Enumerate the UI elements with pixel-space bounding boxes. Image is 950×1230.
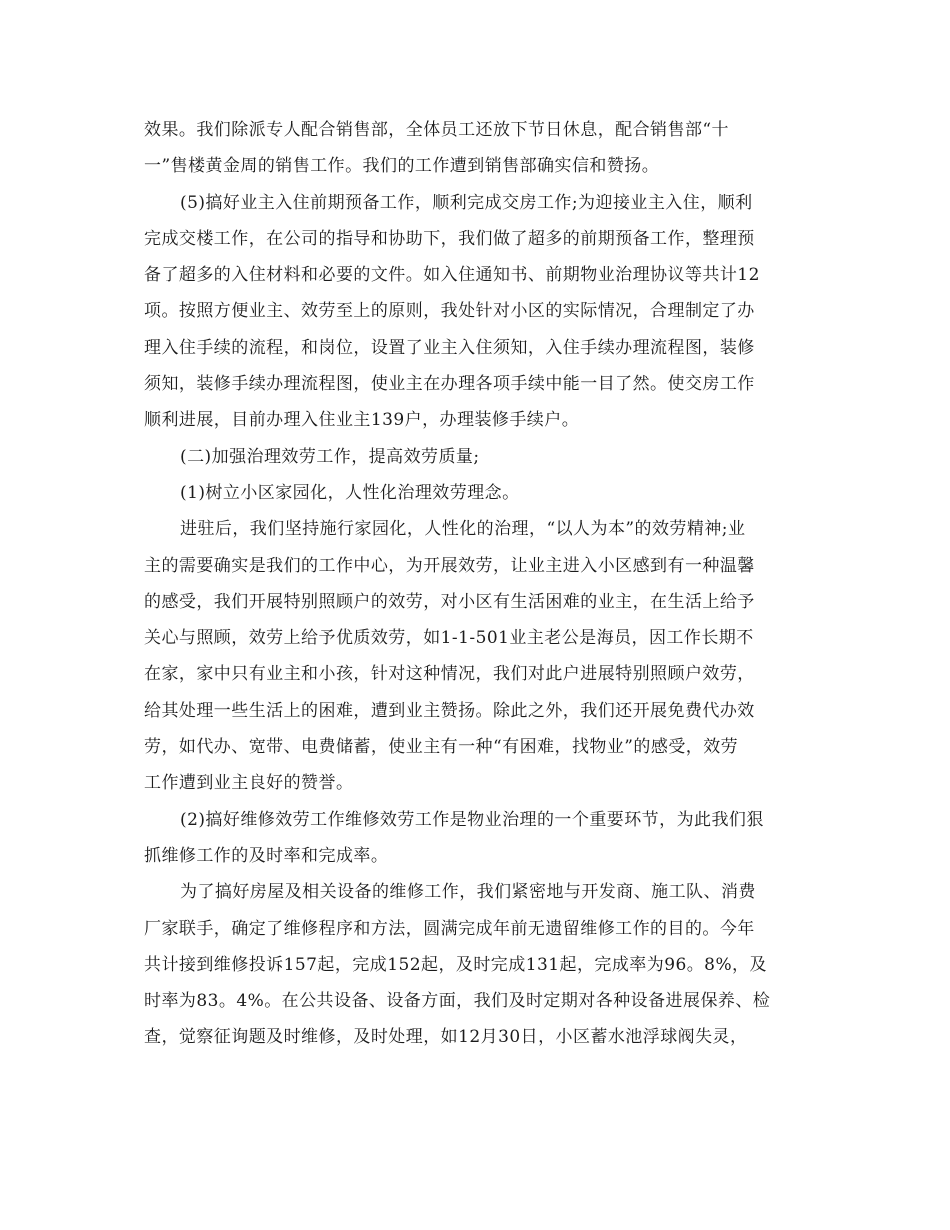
document-body [144, 112, 814, 1056]
text-line: 工作遭到业主良好的赞誉。 [144, 773, 354, 794]
section-heading: (二)加强治理效劳工作，提高效劳质量; [180, 446, 480, 467]
text-line: 查，觉察征询题及时维修，及时处理，如12月30日，小区蓄水池浮球阀失灵， [144, 1027, 748, 1048]
text-line: 完成交楼工作，在公司的指导和协助下，我们做了超多的前期预备工作，整理预 [144, 228, 755, 249]
text-line: 顺利进展，目前办理入住业主139户，办理装修手续户。 [144, 410, 580, 431]
subsection-heading: (1)树立小区家园化，人性化治理效劳理念。 [180, 482, 520, 503]
text-line: 项。按照方便业主、效劳至上的原则，我处针对小区的实际情况，合理制定了办 [144, 301, 755, 322]
text-line: 的感受，我们开展特别照顾户的效劳，对小区有生活困难的业主，在生活上给予 [144, 591, 755, 612]
text-line: 须知，装修手续办理流程图，使业主在办理各项手续中能一目了然。使交房工作 [144, 374, 755, 395]
text-line: 为了搞好房屋及相关设备的维修工作，我们紧密地与开发商、施工队、消费 [180, 882, 756, 903]
text-line: 关心与照顾，效劳上给予优质效劳，如1-1-501业主老公是海员，因工作长期不 [144, 628, 754, 649]
text-line: 抓维修工作的及时率和完成率。 [144, 845, 389, 866]
text-line: 备了超多的入住材料和必要的文件。如入住通知书、前期物业治理协议等共计12 [144, 265, 760, 286]
text-line: 时率为83。4%。在公共设备、设备方面，我们及时定期对各种设备进展保养、检 [144, 991, 771, 1012]
subsection-heading: (2)搞好维修效劳工作维修效劳工作是物业治理的一个重要环节，为此我们狠 [180, 809, 764, 830]
text-line: 效果。我们除派专人配合销售部，全体员工还放下节日休息，配合销售部“十 [144, 120, 729, 140]
text-line: 一”售楼黄金周的销售工作。我们的工作遭到销售部确实信和赞扬。 [144, 156, 660, 177]
text-line: 理入住手续的流程，和岗位，设置了业主入住须知，入住手续办理流程图，装修 [144, 337, 755, 358]
text-line: 厂家联手，确定了维修程序和方法，圆满完成年前无遗留维修工作的目的。今年 [144, 918, 755, 939]
text-line: 主的需要确实是我们的工作中心，为开展效劳，让业主进入小区感到有一种温馨 [144, 555, 755, 576]
text-line: 进驻后，我们坚持施行家园化，人性化的治理，“以人为本”的效劳精神;业 [180, 519, 746, 540]
text-line: 给其处理一些生活上的困难，遭到业主赞扬。除此之外，我们还开展免费代办效 [144, 700, 755, 721]
text-line: 共计接到维修投诉157起，完成152起，及时完成131起，完成率为96。8%，及 [144, 954, 767, 975]
text-line: 劳，如代办、宽带、电费储蓄，使业主有一种“有困难，找物业”的感受，效劳 [144, 737, 739, 758]
text-line: (5)搞好业主入住前期预备工作，顺利完成交房工作;为迎接业主入住，顺利 [180, 192, 753, 213]
text-line: 在家，家中只有业主和小孩，针对这种情况，我们对此户进展特别照顾户效劳， [144, 664, 755, 685]
